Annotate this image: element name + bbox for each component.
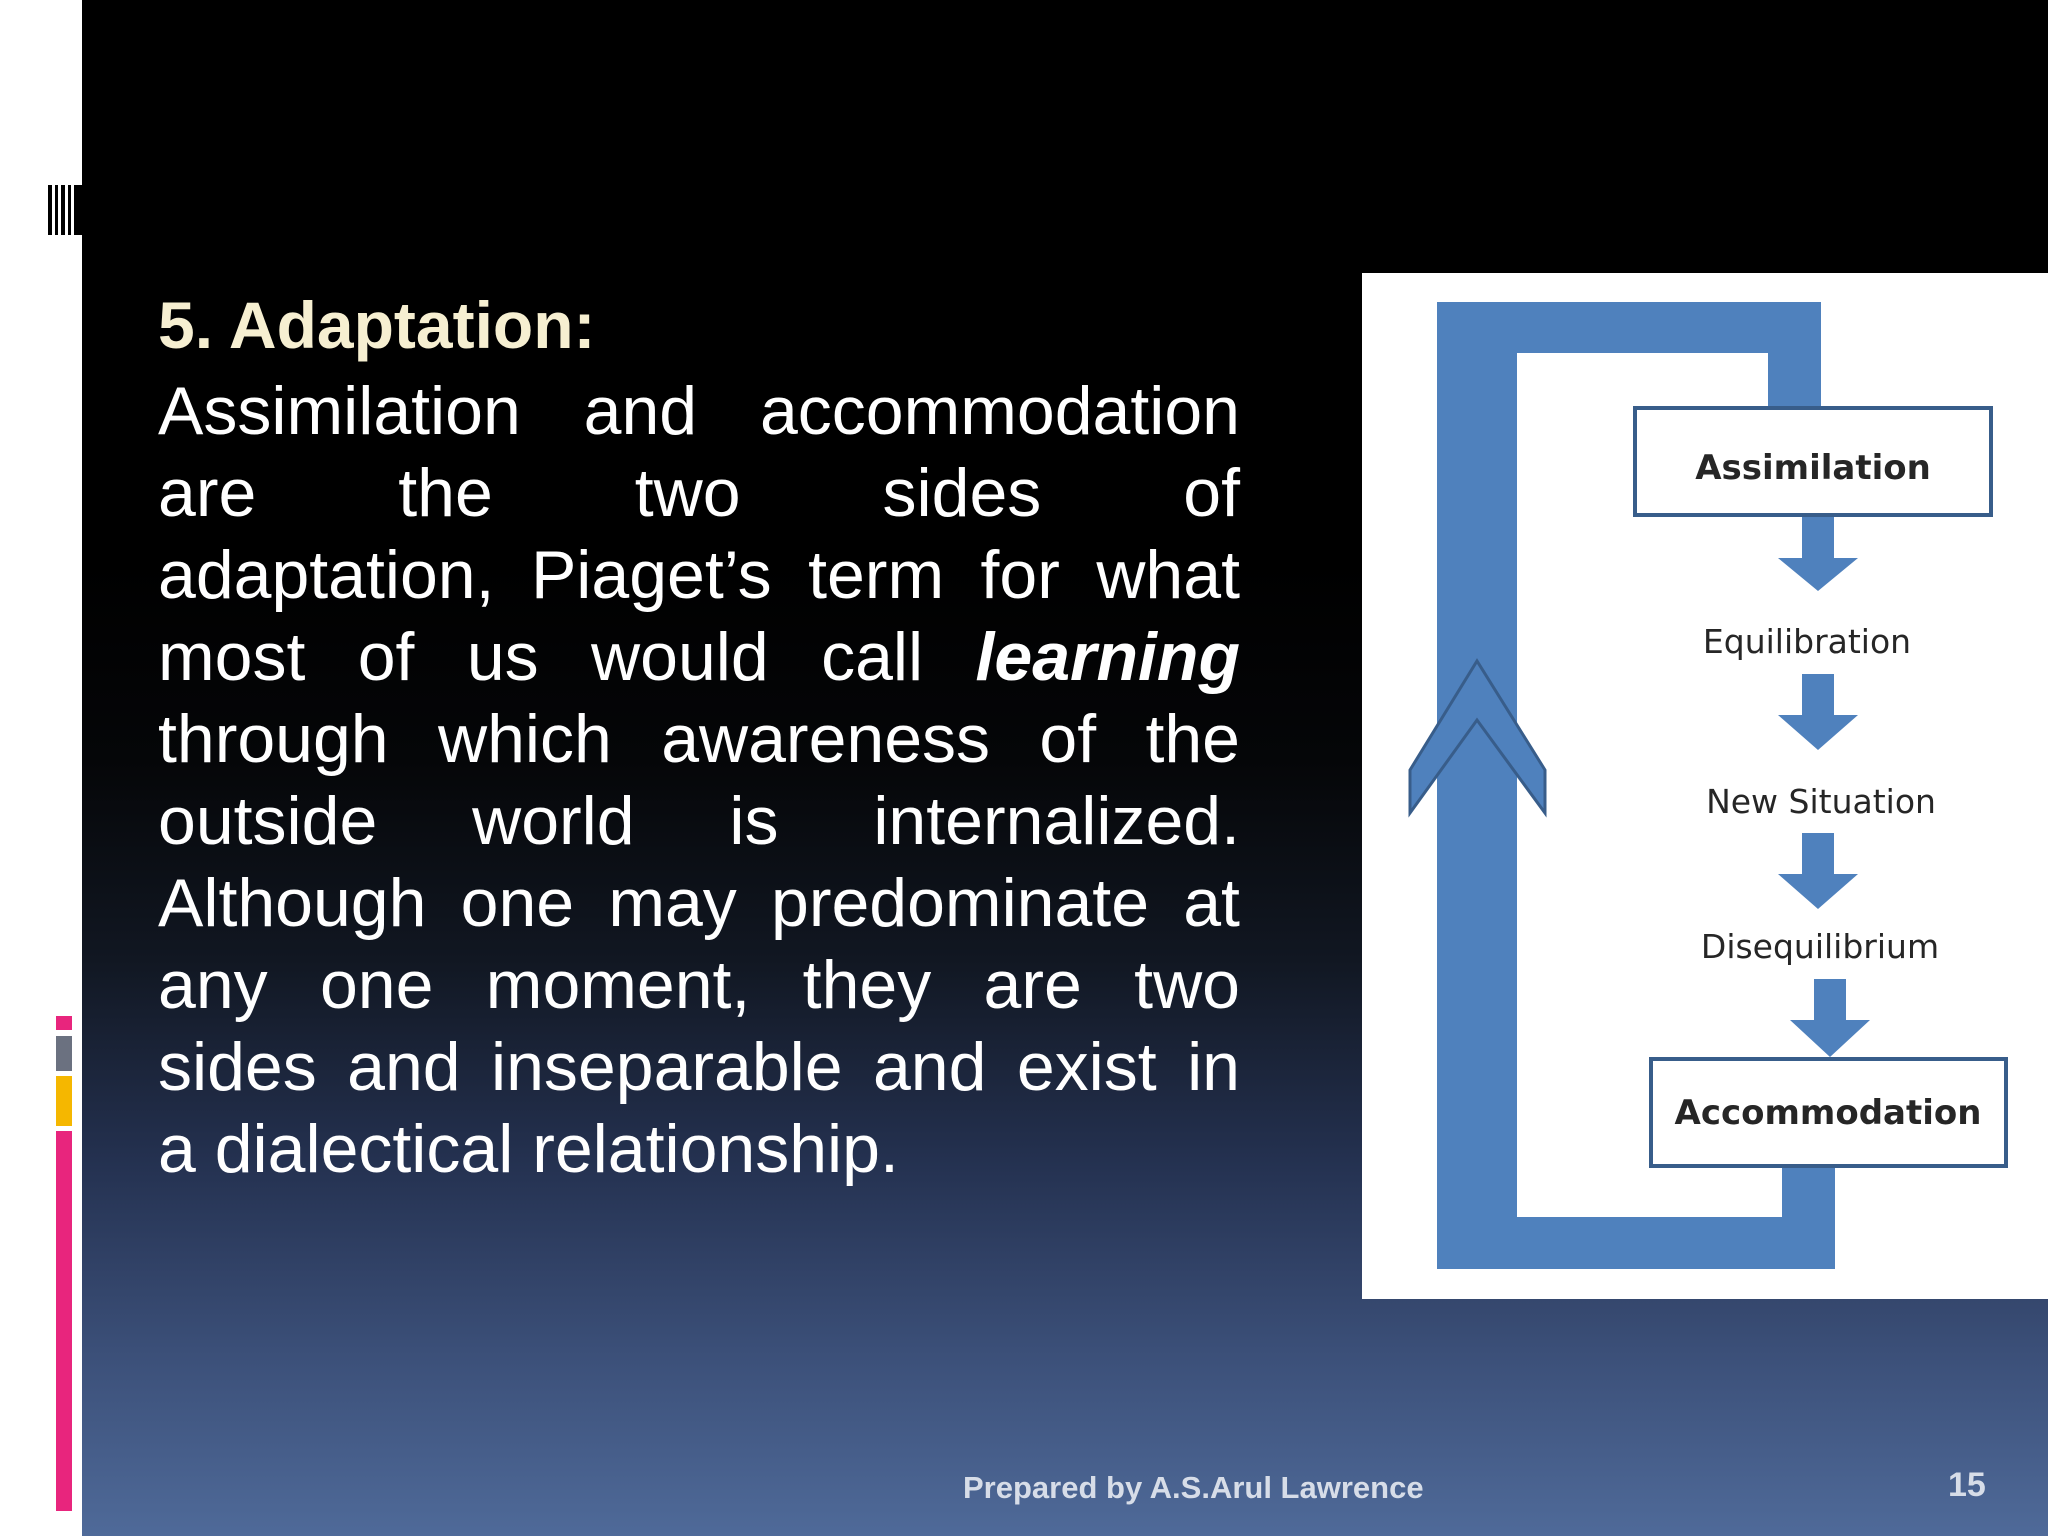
body-line xyxy=(158,370,1240,452)
body-word: Although xyxy=(158,865,427,941)
body-word: call xyxy=(821,619,924,695)
body-word: and xyxy=(347,1029,461,1105)
accent-bar-pink-top xyxy=(56,1016,72,1030)
body-word: are xyxy=(158,455,257,531)
body-word: two xyxy=(1134,947,1240,1023)
footer-credit: Prepared by A.S.Arul Lawrence xyxy=(963,1470,1424,1505)
body-word: two xyxy=(634,455,741,531)
body-word: most xyxy=(158,619,306,695)
body-word: us xyxy=(466,619,539,695)
body-line xyxy=(158,452,1240,534)
body-word: Assimilation xyxy=(158,373,521,449)
body-word: at xyxy=(1183,865,1240,941)
body-word: sides xyxy=(158,1029,317,1105)
node-disequilibrium-label: Disequilibrium xyxy=(1700,927,1940,966)
body-word: awareness xyxy=(661,701,991,777)
down-arrow-icon xyxy=(1778,674,1858,750)
node-accommodation-label: Accommodation xyxy=(1674,1093,1982,1133)
accent-bar-pink xyxy=(56,1131,72,1511)
slide-heading: 5. Adaptation: xyxy=(158,288,596,362)
body-word: a dialectical relationship. xyxy=(158,1111,899,1187)
node-equilibration-label: Equilibration xyxy=(1702,622,1912,661)
body-word: accommodation xyxy=(759,373,1240,449)
down-arrow-icon xyxy=(1778,517,1858,591)
decorative-stripes xyxy=(48,185,82,235)
body-line xyxy=(158,944,1240,1026)
emphasized-word: learning xyxy=(975,619,1240,695)
body-word: and xyxy=(872,1029,987,1105)
body-line xyxy=(158,698,1240,780)
body-word: through xyxy=(158,701,389,777)
body-word: outside xyxy=(158,783,378,859)
body-word: in xyxy=(1187,1029,1240,1105)
body-word: the xyxy=(398,455,493,531)
body-word: they xyxy=(802,947,932,1023)
body-line xyxy=(158,1108,1240,1190)
page-number: 15 xyxy=(1948,1466,1986,1504)
body-word: adaptation, xyxy=(158,537,495,613)
body-word: one xyxy=(460,865,575,941)
body-word: Piaget’s xyxy=(530,537,772,613)
body-word: term xyxy=(808,537,945,613)
body-word: inseparable xyxy=(491,1029,843,1105)
body-word: one xyxy=(319,947,434,1023)
body-paragraph xyxy=(158,370,1240,1190)
body-word: for xyxy=(980,537,1060,613)
accent-bar-gold xyxy=(56,1076,72,1126)
body-line xyxy=(158,780,1240,862)
body-word: and xyxy=(583,373,698,449)
body-word: moment, xyxy=(485,947,751,1023)
body-word: any xyxy=(158,947,268,1023)
body-word: may xyxy=(608,865,737,941)
body-word: would xyxy=(591,619,769,695)
down-arrow-icon xyxy=(1778,833,1858,909)
body-line xyxy=(158,1026,1240,1108)
body-word: the xyxy=(1145,701,1240,777)
body-word: are xyxy=(983,947,1082,1023)
body-word: sides xyxy=(882,455,1042,531)
body-line xyxy=(158,534,1240,616)
body-word: world xyxy=(472,783,635,859)
body-word: of xyxy=(1039,701,1097,777)
node-new-situation-label: New Situation xyxy=(1706,782,1936,821)
body-line xyxy=(158,616,1240,698)
body-word: is xyxy=(729,783,779,859)
node-assimilation-label: Assimilation xyxy=(1695,448,1931,488)
body-word: what xyxy=(1096,537,1240,613)
body-line xyxy=(158,862,1240,944)
body-word: of xyxy=(1183,455,1240,531)
body-word: of xyxy=(357,619,415,695)
adaptation-cycle-diagram xyxy=(1362,273,2048,1299)
body-word: exist xyxy=(1016,1029,1157,1105)
down-arrow-icon xyxy=(1790,979,1870,1057)
accent-bar-grey xyxy=(56,1036,72,1071)
body-word: which xyxy=(437,701,612,777)
body-word: internalized. xyxy=(873,783,1240,859)
body-word: predominate xyxy=(771,865,1150,941)
